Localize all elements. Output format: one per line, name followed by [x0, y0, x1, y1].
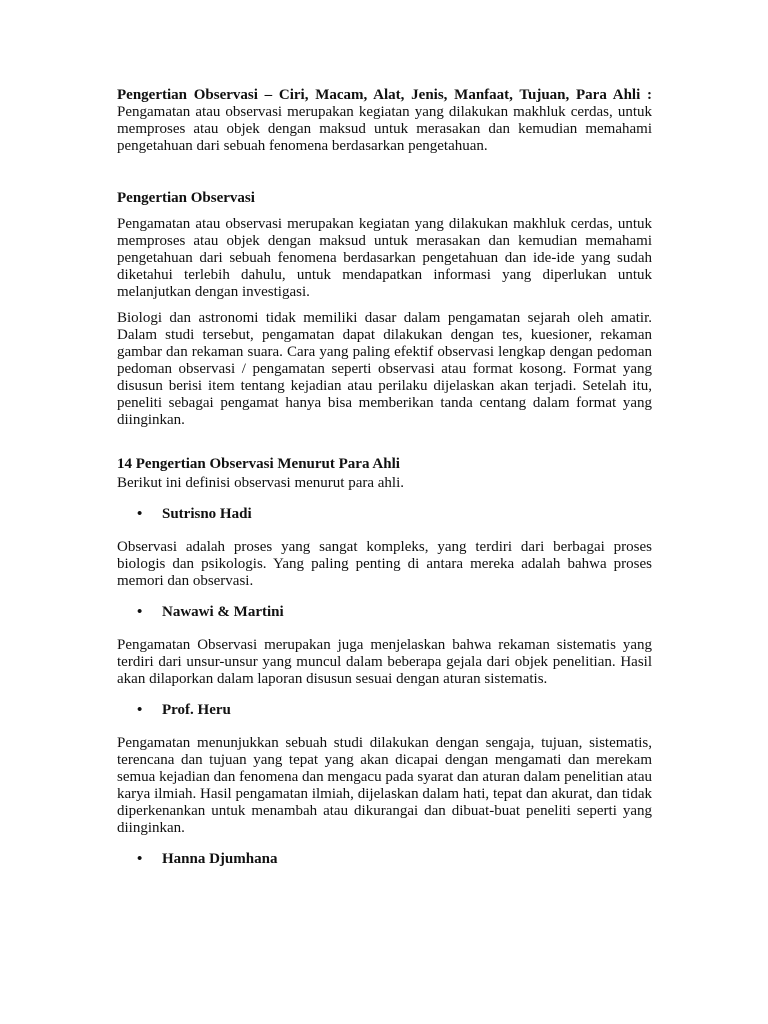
experts-intro: Berikut ini definisi observasi menurut para ahli. — [117, 475, 405, 491]
intro-lead: Pengertian Observasi – Ciri, Macam, Alat, Jenis, Manfaat, Tujuan, Para Ahli : — [117, 87, 652, 103]
bullet-icon: • — [137, 506, 143, 522]
expert-text: Observasi adalah proses yang sangat kompleks, yang terdiri dari berbagai proses biologis dan psikologis. Yang paling penting di antara mereka adalah bahwa proses memori dan observasi. — [117, 539, 652, 589]
bullet-icon: • — [137, 851, 143, 867]
intro-text: Pengamatan atau observasi merupakan kegiatan yang dilakukan makhluk cerdas, untuk memproses atau objek dengan maksud untuk merasakan dan kemudian memahami pengetahuan dari sebuah fenomena berdasarkan pengetahuan. — [117, 104, 652, 154]
expert-bullet-nawawi — [117, 604, 652, 621]
section-heading-experts: 14 Pengertian Observasi Menurut Para Ahli — [117, 456, 400, 472]
intro-paragraph — [117, 87, 652, 155]
expert-name: Hanna Djumhana — [162, 851, 278, 867]
paragraph-methods: Biologi dan astronomi tidak memiliki dasar dalam pengamatan sejarah oleh amatir. Dalam studi tersebut, pengamatan dapat dilakukan dengan tes, kuesioner, rekaman gambar dan rekaman suara. Cara yang paling efektif observasi lengkap dengan pedoman pedoman observasi / pengamatan seperti observasi atau format kosong. Format yang disusun berisi item tentang kejadian atau perilaku dijelaskan akan terjadi. Setelah itu, peneliti sebagai pengamat hanya bisa memberikan tanda centang dalam format yang diinginkan. — [117, 310, 652, 428]
expert-text: Pengamatan menunjukkan sebuah studi dilakukan dengan sengaja, tujuan, sistematis, terencana dan tujuan yang tepat yang akan dicapai dengan mengamati dan merekam semua kejadian dan fenomena dan mengacu pada syarat dan aturan dalam penelitian atau karya ilmiah. Hasil pengamatan ilmiah, dijelaskan dalam hati, tepat dan akurat, dan tidak diperkenankan untuk menambah atau dikurangai dan dibuat-buat peneliti seperti yang diinginkan. — [117, 735, 652, 836]
expert-name: Sutrisno Hadi — [162, 506, 252, 522]
expert-name: Prof. Heru — [162, 702, 231, 718]
paragraph-definition: Pengamatan atau observasi merupakan kegiatan yang dilakukan makhluk cerdas, untuk memproses atau objek dengan maksud untuk merasakan dan kemudian memahami pengetahuan dari sebuah fenomena berdasarkan pengetahuan dan ide-ide yang sudah diketahui terlebih dahulu, untuk mendapatkan informasi yang diperlukan untuk melanjutkan dengan investigasi. — [117, 216, 652, 300]
expert-bullet-heru — [117, 702, 652, 719]
expert-bullet-sutrisno — [117, 506, 652, 523]
expert-bullet-hanna — [117, 851, 652, 868]
expert-name: Nawawi & Martini — [162, 604, 284, 620]
experts-section — [117, 456, 652, 868]
document-body — [117, 87, 652, 884]
section-heading-pengertian: Pengertian Observasi — [117, 190, 255, 206]
bullet-icon: • — [137, 604, 143, 620]
bullet-icon: • — [137, 702, 143, 718]
expert-text: Pengamatan Observasi merupakan juga menjelaskan bahwa rekaman sistematis yang terdiri dari unsur-unsur yang muncul dalam beberapa gejala dari objek penelitian. Hasil akan dilaporkan dalam laporan disusun sesuai dengan aturan sistematis. — [117, 637, 652, 687]
